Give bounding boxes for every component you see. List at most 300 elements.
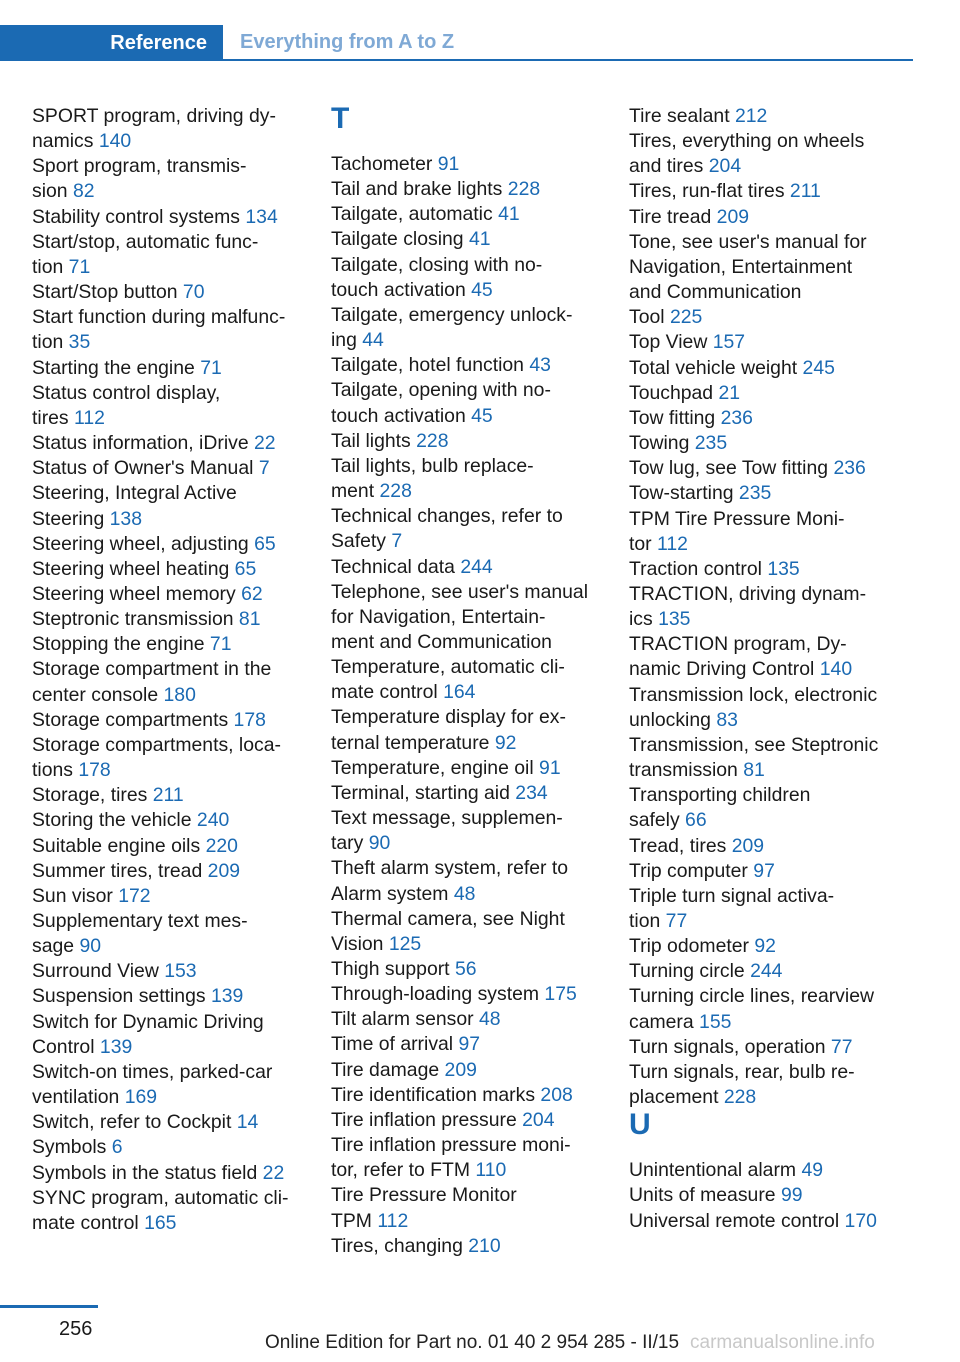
index-entry (629, 984, 897, 1034)
page-reference-link[interactable]: 48 (478, 1008, 501, 1031)
page-reference-link[interactable]: 56 (454, 958, 477, 980)
index-entry-text (32, 607, 300, 632)
page-reference-link[interactable]: 138 (109, 507, 142, 530)
page-reference-link[interactable]: 48 (453, 882, 476, 905)
index-entry (331, 555, 599, 580)
index-entry-text (629, 1085, 897, 1110)
index-entry-label: Turn signals, operation (629, 1035, 831, 1058)
page-reference-link[interactable]: 91 (437, 153, 460, 175)
section-tab-a-to-z[interactable]: Everything from A to Z (223, 25, 913, 61)
index-entry (32, 532, 300, 557)
index-entry-text (629, 280, 897, 305)
index-entry (32, 305, 300, 355)
index-entry (331, 705, 599, 755)
index-entry-label: Triple turn signal activa- (629, 884, 835, 907)
index-entry-label: Unintentional alarm (629, 1159, 802, 1182)
index-entry (331, 1108, 599, 1133)
index-entry-label: Tail lights (331, 429, 417, 452)
index-entry-text (331, 1058, 599, 1083)
page-reference-link[interactable]: 71 (209, 633, 232, 656)
page-reference-link[interactable]: 235 (738, 482, 772, 505)
index-entry (32, 808, 300, 833)
index-entry-text (629, 808, 897, 833)
page-reference-link[interactable]: 77 (830, 1035, 853, 1058)
page-reference-link[interactable]: 91 (539, 756, 561, 779)
index-entry-label: Safety (331, 530, 392, 553)
page-reference-link[interactable]: 110 (475, 1159, 507, 1182)
section-tab-reference[interactable]: Reference (0, 25, 223, 61)
page-reference-link[interactable]: 71 (68, 255, 91, 278)
index-entry-text (32, 657, 300, 682)
page-reference-link[interactable]: 209 (716, 205, 750, 228)
page-reference-link[interactable]: 44 (362, 329, 384, 352)
page-reference-link[interactable]: 92 (754, 935, 776, 958)
page-reference-link[interactable]: 71 (200, 356, 222, 379)
edition-note: Online Edition for Part no. 01 40 2 954 285 - II/15 (265, 1332, 680, 1353)
page-reference-link[interactable]: 244 (750, 960, 783, 983)
page-reference-link[interactable]: 212 (734, 105, 768, 127)
page-reference-link[interactable]: 180 (163, 683, 196, 706)
index-entry-label: tions (32, 759, 79, 782)
index-entry (331, 1058, 599, 1083)
index-entry-text (32, 381, 300, 406)
page-reference-link[interactable]: 135 (658, 608, 691, 631)
page-reference-link[interactable]: 125 (388, 932, 422, 955)
page-reference-link[interactable]: 236 (720, 406, 753, 429)
page-reference-link[interactable]: 209 (207, 859, 241, 882)
index-entry (32, 984, 300, 1009)
page-reference-link[interactable]: 170 (844, 1209, 877, 1232)
index-entry-label: ment (331, 480, 380, 503)
page-reference-link[interactable]: 81 (238, 608, 261, 631)
index-entry (331, 177, 599, 202)
page-reference-link[interactable]: 139 (210, 985, 244, 1008)
page-reference-link[interactable]: 175 (544, 983, 577, 1006)
index-entry-text (32, 834, 300, 859)
index-entry-label: Switch for Dynamic Driving (32, 1010, 264, 1033)
index-entry-label: Turning circle lines, rearview (629, 985, 874, 1008)
index-entry (32, 104, 300, 154)
index-entry-text (32, 280, 300, 305)
index-entry-label: Start/Stop button (32, 281, 183, 304)
index-entry-label: Tailgate, automatic (331, 203, 499, 226)
index-entry-text (331, 1032, 599, 1057)
index-entry-text (629, 959, 897, 984)
index-entry (629, 481, 897, 506)
page-reference-link[interactable]: 90 (368, 832, 391, 855)
page-reference-link[interactable]: 99 (780, 1184, 803, 1207)
index-entry (32, 1010, 300, 1060)
page-reference-link[interactable]: 62 (241, 582, 263, 605)
index-entry-label: Tire sealant (629, 105, 735, 127)
index-entry-label: tary (331, 832, 369, 855)
index-entry-text (331, 957, 599, 982)
page-reference-link[interactable]: 6 (111, 1136, 123, 1159)
index-entry-label: Storing the vehicle (32, 809, 197, 832)
page-reference-link[interactable]: 245 (802, 356, 835, 379)
index-entry-label: center console (32, 683, 164, 706)
page-reference-link[interactable]: 45 (471, 278, 493, 301)
index-entry-text (331, 856, 599, 881)
index-entry (32, 381, 300, 431)
index-entry-text (32, 582, 300, 607)
index-entry (331, 227, 599, 252)
page-reference-link[interactable]: 81 (743, 759, 765, 782)
index-entry-text (629, 205, 897, 230)
index-entry-text (331, 353, 599, 378)
index-entry-label: and tires (629, 155, 709, 178)
page-reference-link[interactable]: 165 (144, 1211, 177, 1234)
index-entry-label: Tire inflation pressure moni- (331, 1134, 571, 1157)
index-entry-text (32, 1211, 300, 1236)
index-entry (32, 1161, 300, 1186)
index-entry (331, 253, 599, 303)
index-entry-text (32, 1010, 300, 1035)
index-entry-text (629, 708, 897, 733)
index-entry-text (331, 303, 599, 328)
page-reference-link[interactable]: 164 (443, 681, 476, 704)
page-reference-link[interactable]: 77 (665, 910, 688, 932)
index-entry-label: Tread, tires (629, 834, 732, 857)
index-entry-label: tion (32, 331, 69, 354)
index-entry-label: Traction control (629, 557, 768, 580)
index-entry-label: for Navigation, Entertain- (331, 605, 546, 628)
page-reference-link[interactable]: 140 (98, 130, 132, 153)
index-entry-text (331, 882, 599, 907)
index-entry (629, 129, 897, 179)
index-entry-label: Symbols (32, 1136, 112, 1159)
page-reference-link[interactable]: 7 (258, 457, 270, 480)
page-reference-link[interactable]: 7 (391, 530, 403, 553)
page-reference-link[interactable]: 35 (68, 331, 91, 354)
index-entry-text (331, 580, 599, 605)
index-entry-label: Control (32, 1035, 100, 1058)
index-entry-text (32, 683, 300, 708)
index-entry (629, 834, 897, 859)
index-entry-label: TPM Tire Pressure Moni- (629, 507, 845, 530)
index-entry-text (331, 705, 599, 730)
index-entry-text (331, 378, 599, 403)
page-reference-link[interactable]: 235 (694, 432, 728, 455)
page-reference-link[interactable]: 228 (416, 429, 449, 452)
page-reference-link[interactable]: 211 (789, 180, 821, 203)
index-entry-label: safely (629, 809, 686, 832)
index-entry-text (331, 907, 599, 932)
index-entry-label: Transmission lock, electronic (629, 683, 878, 706)
page-reference-link[interactable]: 112 (377, 1209, 409, 1232)
index-entry-label: and Communication (629, 281, 802, 304)
page-reference-link[interactable]: 204 (708, 155, 742, 178)
index-entry-text (32, 884, 300, 909)
index-entry-label: Tail and brake lights (331, 178, 508, 201)
page-reference-link[interactable]: 112 (657, 532, 688, 555)
index-entry-label: Start function during malfunc- (32, 306, 286, 329)
index-entry-label: Universal remote control (629, 1209, 845, 1232)
index-entry-text (629, 834, 897, 859)
index-entry-text (331, 1158, 599, 1183)
page-reference-link[interactable]: 22 (262, 1161, 285, 1184)
index-entry (629, 230, 897, 305)
index-entry-text (32, 431, 300, 456)
index-entry-label: SYNC program, automatic cli- (32, 1186, 289, 1209)
index-entry (32, 280, 300, 305)
index-entry-label: Surround View (32, 960, 165, 983)
index-entry-label: Suitable engine oils (32, 834, 206, 857)
index-entry (629, 205, 897, 230)
index-entry-label: Vision (331, 932, 389, 955)
index-entry-text (32, 909, 300, 934)
index-entry-label: Top View (629, 331, 713, 354)
page-reference-link[interactable]: 22 (254, 432, 276, 455)
index-entry (629, 632, 897, 682)
index-entry-label: ternal temperature (331, 731, 495, 754)
index-entry-text (331, 152, 599, 177)
page-reference-link[interactable]: 172 (118, 884, 151, 907)
page-reference-link[interactable]: 178 (233, 708, 266, 731)
index-entry (331, 353, 599, 378)
index-entry (331, 504, 599, 554)
index-entry-label: Tilt alarm sensor (331, 1008, 479, 1031)
index-entry-text (331, 1234, 599, 1259)
index-entry-text (629, 758, 897, 783)
page-reference-link[interactable]: 236 (833, 457, 866, 480)
index-entry-text (331, 1133, 599, 1158)
index-entry-label: Status control display, (32, 381, 221, 404)
page-reference-link[interactable]: 92 (494, 731, 517, 754)
index-entry-text (331, 253, 599, 278)
index-entry-text (331, 932, 599, 957)
index-entry-label: Tires, changing (331, 1234, 469, 1257)
index-entry-label: Tailgate, emergency unlock- (331, 303, 573, 326)
index-entry-text (629, 255, 897, 280)
index-entry (331, 303, 599, 353)
index-entry-text (629, 481, 897, 506)
index-entry (629, 557, 897, 582)
page-reference-link[interactable]: 139 (99, 1035, 133, 1058)
page-reference-link[interactable]: 244 (460, 555, 493, 578)
index-entry-label: Sport program, transmis- (32, 155, 247, 178)
index-entry-text (629, 406, 897, 431)
page-reference-link[interactable]: 240 (196, 809, 230, 832)
index-entry-label: Stability control systems (32, 205, 246, 228)
index-entry (32, 230, 300, 280)
index-entry (331, 806, 599, 856)
index-entry (629, 456, 897, 481)
index-entry (331, 856, 599, 906)
index-letter-heading: T (331, 102, 350, 135)
page-reference-link[interactable]: 65 (234, 557, 257, 580)
index-entry (32, 859, 300, 884)
index-entry-label: Thigh support (331, 958, 455, 980)
index-entry-label: Tires, everything on wheels (629, 130, 865, 153)
index-entry (629, 406, 897, 431)
index-entry (331, 781, 599, 806)
index-entry-label: unlocking (629, 708, 717, 731)
index-entry-text (331, 328, 599, 353)
page-reference-link[interactable]: 83 (716, 708, 738, 731)
index-entry-text (629, 607, 897, 632)
page-reference-link[interactable]: 41 (468, 228, 491, 251)
index-entry (331, 454, 599, 504)
index-entry-text (629, 129, 897, 154)
index-entry (629, 1209, 897, 1234)
index-entry-label: Tachometer (331, 153, 438, 175)
index-entry-text (331, 1108, 599, 1133)
page-reference-link[interactable]: 210 (468, 1234, 501, 1257)
page-reference-link[interactable]: 220 (205, 834, 238, 857)
index-entry-text (629, 154, 897, 179)
page-reference-link[interactable]: 225 (669, 306, 703, 329)
page-reference-link[interactable]: 41 (498, 203, 520, 226)
page-reference-link[interactable]: 208 (540, 1083, 573, 1106)
index-entry (629, 884, 897, 934)
page-reference-link[interactable]: 204 (522, 1108, 555, 1131)
index-entry-label: Turn signals, rear, bulb re- (629, 1060, 855, 1083)
page-reference-link[interactable]: 112 (74, 406, 105, 429)
page-reference-link[interactable]: 228 (723, 1086, 757, 1109)
page-reference-link[interactable]: 211 (152, 784, 184, 807)
index-entry-text (331, 1183, 599, 1208)
index-entry-text (32, 1135, 300, 1160)
page-reference-link[interactable]: 14 (236, 1111, 259, 1134)
index-entry-text (629, 632, 897, 657)
index-entry-label: Steptronic transmission (32, 608, 239, 631)
index-entry-label: Transmission, see Steptronic (629, 733, 879, 756)
index-entry-label: Storage compartment in the (32, 658, 272, 681)
index-entry-text (629, 884, 897, 909)
index-entry-label: namic Driving Control (629, 658, 820, 681)
page-reference-link[interactable]: 234 (515, 781, 548, 804)
index-entry-label: Status information, iDrive (32, 432, 254, 455)
index-entry-text (629, 381, 897, 406)
index-entry (629, 179, 897, 204)
index-entry-label: Trip computer (629, 859, 754, 882)
index-entry-text (331, 227, 599, 252)
index-entry-label: Suspension settings (32, 985, 211, 1008)
index-entry-label: tires (32, 406, 75, 429)
page-reference-link[interactable]: 157 (712, 331, 746, 354)
index-entry-text (331, 1209, 599, 1234)
index-entry (331, 957, 599, 982)
index-entry-text (331, 756, 599, 781)
page-reference-link[interactable]: 65 (254, 532, 276, 555)
index-entry-label: tor, refer to FTM (331, 1159, 476, 1182)
index-entry-text (32, 984, 300, 1009)
index-entry-text (629, 507, 897, 532)
index-entry-text (629, 557, 897, 582)
page-reference-link[interactable]: 209 (731, 834, 765, 857)
page-reference-link[interactable]: 90 (79, 935, 102, 958)
page-reference-link[interactable]: 45 (471, 404, 493, 427)
index-entry-text (331, 655, 599, 680)
index-entry-text (32, 456, 300, 481)
index-entry (32, 834, 300, 859)
index-entry (32, 783, 300, 808)
index-entry (629, 859, 897, 884)
index-entry-label: tor (629, 532, 658, 555)
page-reference-link[interactable]: 228 (379, 480, 412, 503)
index-entry-text (32, 230, 300, 255)
index-entry-text (32, 1060, 300, 1085)
index-letter-heading: U (629, 1108, 651, 1142)
page-reference-link[interactable]: 169 (124, 1086, 158, 1109)
index-entry (331, 202, 599, 227)
index-entry-label: Switch-on times, parked-car (32, 1060, 273, 1083)
index-entry-label: Sun visor (32, 884, 119, 907)
page-reference-link[interactable]: 97 (458, 1033, 481, 1056)
index-entry (32, 607, 300, 632)
page-reference-link[interactable]: 135 (767, 557, 800, 580)
page-reference-link[interactable]: 21 (718, 381, 741, 404)
page-reference-link[interactable]: 178 (78, 759, 111, 782)
page-reference-link[interactable]: 97 (753, 859, 775, 882)
index-entry-label: Tire Pressure Monitor (331, 1184, 517, 1207)
index-entry-label: Total vehicle weight (629, 356, 803, 379)
index-entry-label: Steering (32, 507, 110, 530)
index-entry (331, 1007, 599, 1032)
index-entry (32, 733, 300, 783)
index-entry-label: Technical data (331, 555, 461, 578)
index-entry-label: Steering wheel heating (32, 557, 235, 580)
page-reference-link[interactable]: 66 (685, 809, 707, 832)
index-entry-text (629, 859, 897, 884)
page-reference-link[interactable]: 134 (245, 205, 278, 228)
index-entry (32, 1186, 300, 1236)
index-entry-label: Tow lug, see Tow fitting (629, 457, 834, 480)
index-entry-label: Text message, supplemen- (331, 807, 563, 830)
index-entry-text (331, 479, 599, 504)
index-entry-label: Storage compartments, loca- (32, 733, 281, 756)
index-entry-label: Turning circle (629, 960, 751, 983)
index-entry-label: mate control (32, 1211, 145, 1234)
index-entry-text (629, 1183, 897, 1208)
index-entry-text (32, 1110, 300, 1135)
index-entry-text (331, 429, 599, 454)
index-entry (32, 1135, 300, 1160)
index-entry-text (629, 230, 897, 255)
index-entry-text (629, 1158, 897, 1183)
index-entry (629, 431, 897, 456)
page-reference-link[interactable]: 209 (444, 1058, 477, 1081)
page-reference-link[interactable]: 228 (507, 178, 541, 201)
index-entry-label: Stopping the engine (32, 633, 210, 656)
index-entry-text (331, 529, 599, 554)
index-entry (629, 104, 897, 129)
page-reference-link[interactable]: 70 (182, 281, 205, 304)
page-reference-link[interactable]: 43 (529, 354, 551, 377)
page-reference-link[interactable]: 155 (699, 1010, 732, 1033)
page-reference-link[interactable]: 153 (164, 960, 197, 983)
index-entry (331, 429, 599, 454)
index-entry-text (331, 177, 599, 202)
index-entry (629, 582, 897, 632)
index-entry-text (629, 104, 897, 129)
index-entry (331, 1083, 599, 1108)
index-entry (331, 378, 599, 428)
index-entry-text (32, 959, 300, 984)
index-entry-label: Storage compartments (32, 708, 234, 731)
page-reference-link[interactable]: 82 (72, 180, 95, 203)
index-entry-label: Temperature, engine oil (331, 756, 540, 779)
page-reference-link[interactable]: 140 (819, 658, 853, 681)
index-entry-text (32, 305, 300, 330)
index-entry (629, 507, 897, 557)
index-entry-text (629, 305, 897, 330)
index-entry (32, 557, 300, 582)
page-reference-link[interactable]: 49 (801, 1159, 824, 1182)
index-entry-label: Technical changes, refer to (331, 505, 563, 528)
index-entry-text (32, 406, 300, 431)
